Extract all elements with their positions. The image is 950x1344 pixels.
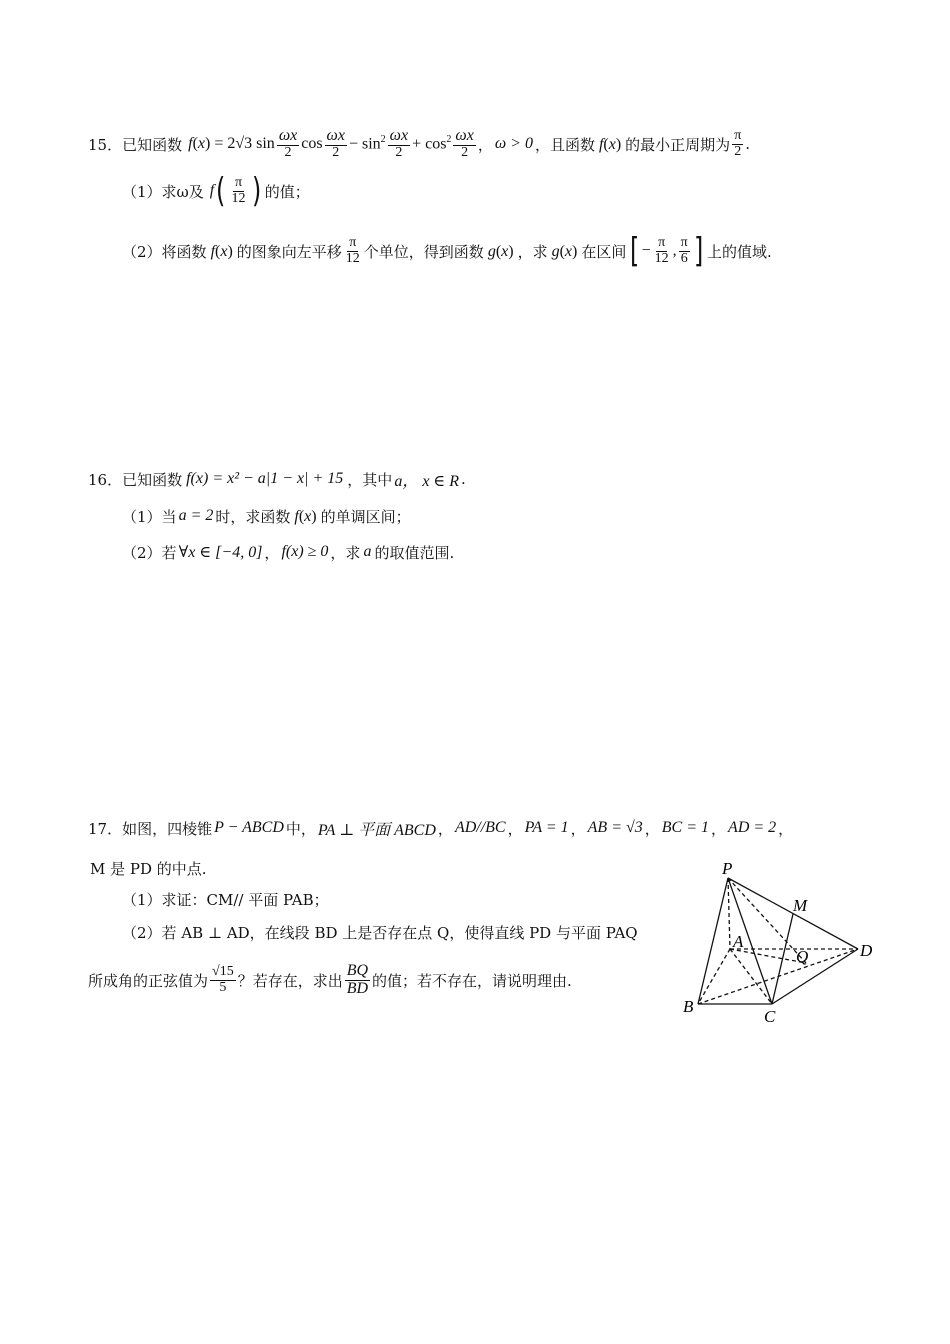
q15-omega-cond: ω > 0 bbox=[494, 135, 533, 152]
q17-part2-line1: （2） 若 AB ⊥ AD，在线段 BD 上是否存在点 Q，使得直线 PD 与平面 PAQ bbox=[122, 923, 638, 942]
q16-formula: f(x) = x² − a|1 − x| + 15 bbox=[186, 470, 344, 487]
q15-line1: 15． 已知函数 f ( x ) = 2√3 sin $\frac{\omega x}{2}$ cos $\frac{\omega x}{2}$ − $\sin^2$ $\frac{\omega x}{2}$ + $\cos^2$ $\frac{\omega x}{2}$ ， ω > 0 ，且函数 f(x) 的最小正周期为 $\frac{\pi}{2}$ . bbox=[88, 126, 751, 160]
label-m: M bbox=[793, 896, 808, 915]
q15-number: 15． bbox=[88, 135, 123, 154]
label-b: B bbox=[683, 997, 694, 1016]
q17-part2-line2: 所成角的正弦值为 $\frac{√15}{5}$ ？若存在，求出 $\frac{BQ}{BD}$ 的值；若不存在，请说明理由. bbox=[88, 961, 572, 997]
q16-line1: 16． 已知函数 f(x) = x² − a|1 − x| + 15 ，其中 a， x ∈ R . bbox=[88, 470, 466, 490]
q17-line2: M 是 PD 的中点. bbox=[90, 859, 207, 878]
q15-shift: $\frac{\pi}{12}$ bbox=[345, 234, 360, 266]
q17-sine-value: $\frac{√15}{5}$ bbox=[212, 963, 234, 995]
q17-part1: （1） 求证：CM// 平面 PAB； bbox=[122, 890, 329, 909]
pyramid-figure bbox=[678, 856, 888, 1026]
q15-period-value: $\frac{\pi}{2}$ bbox=[734, 127, 742, 159]
q16-part1: （1） 当 a = 2 时，求函数 f(x) 的单调区间； bbox=[122, 507, 411, 526]
q15-intro: 已知函数 bbox=[122, 135, 183, 154]
q15-part1: （1） 求ω及 f ( $\frac{\pi}{12}$ ) 的值； bbox=[122, 171, 310, 211]
label-c: C bbox=[764, 1007, 776, 1026]
label-p: P bbox=[722, 859, 733, 878]
q15-interval: [ − $\frac{\pi}{12}$ , $\frac{\pi}{6}$ ] bbox=[630, 231, 704, 271]
label-a: A bbox=[733, 932, 744, 951]
q15-part2: （2） 将函数 f(x) 的图象向左平移 $\frac{\pi}{12}$ 个单位，得到函数 g(x) ，求 g(x) 在区间 [ − $\frac{\pi}{12}$ , $\frac{\pi}{6}$ ] 上的值域. bbox=[122, 231, 772, 271]
label-d: D bbox=[860, 941, 873, 960]
q17-ratio: $\frac{BQ}{BD}$ bbox=[346, 961, 369, 997]
label-q: Q bbox=[796, 947, 809, 966]
q16-part2: （2） 若 ∀x ∈ [−4, 0] ， f(x) ≥ 0 ，求 a 的取值范围. bbox=[122, 543, 455, 562]
q17-line1: 17． 如图，四棱锥 P − ABCD 中， PA ⊥ 平面 ABCD ， AD//BC ， PA = 1 ， AB = √3 ， BC = 1 ， AD = 2 ， bbox=[88, 819, 794, 839]
q15-formula: f ( x ) = 2√3 sin $\frac{\omega x}{2}$ cos $\frac{\omega x}{2}$ − $\sin^2$ $\frac{\omega x}{2}$ + $\cos^2$ $\frac{\omega x}{2}$ bbox=[188, 126, 474, 160]
